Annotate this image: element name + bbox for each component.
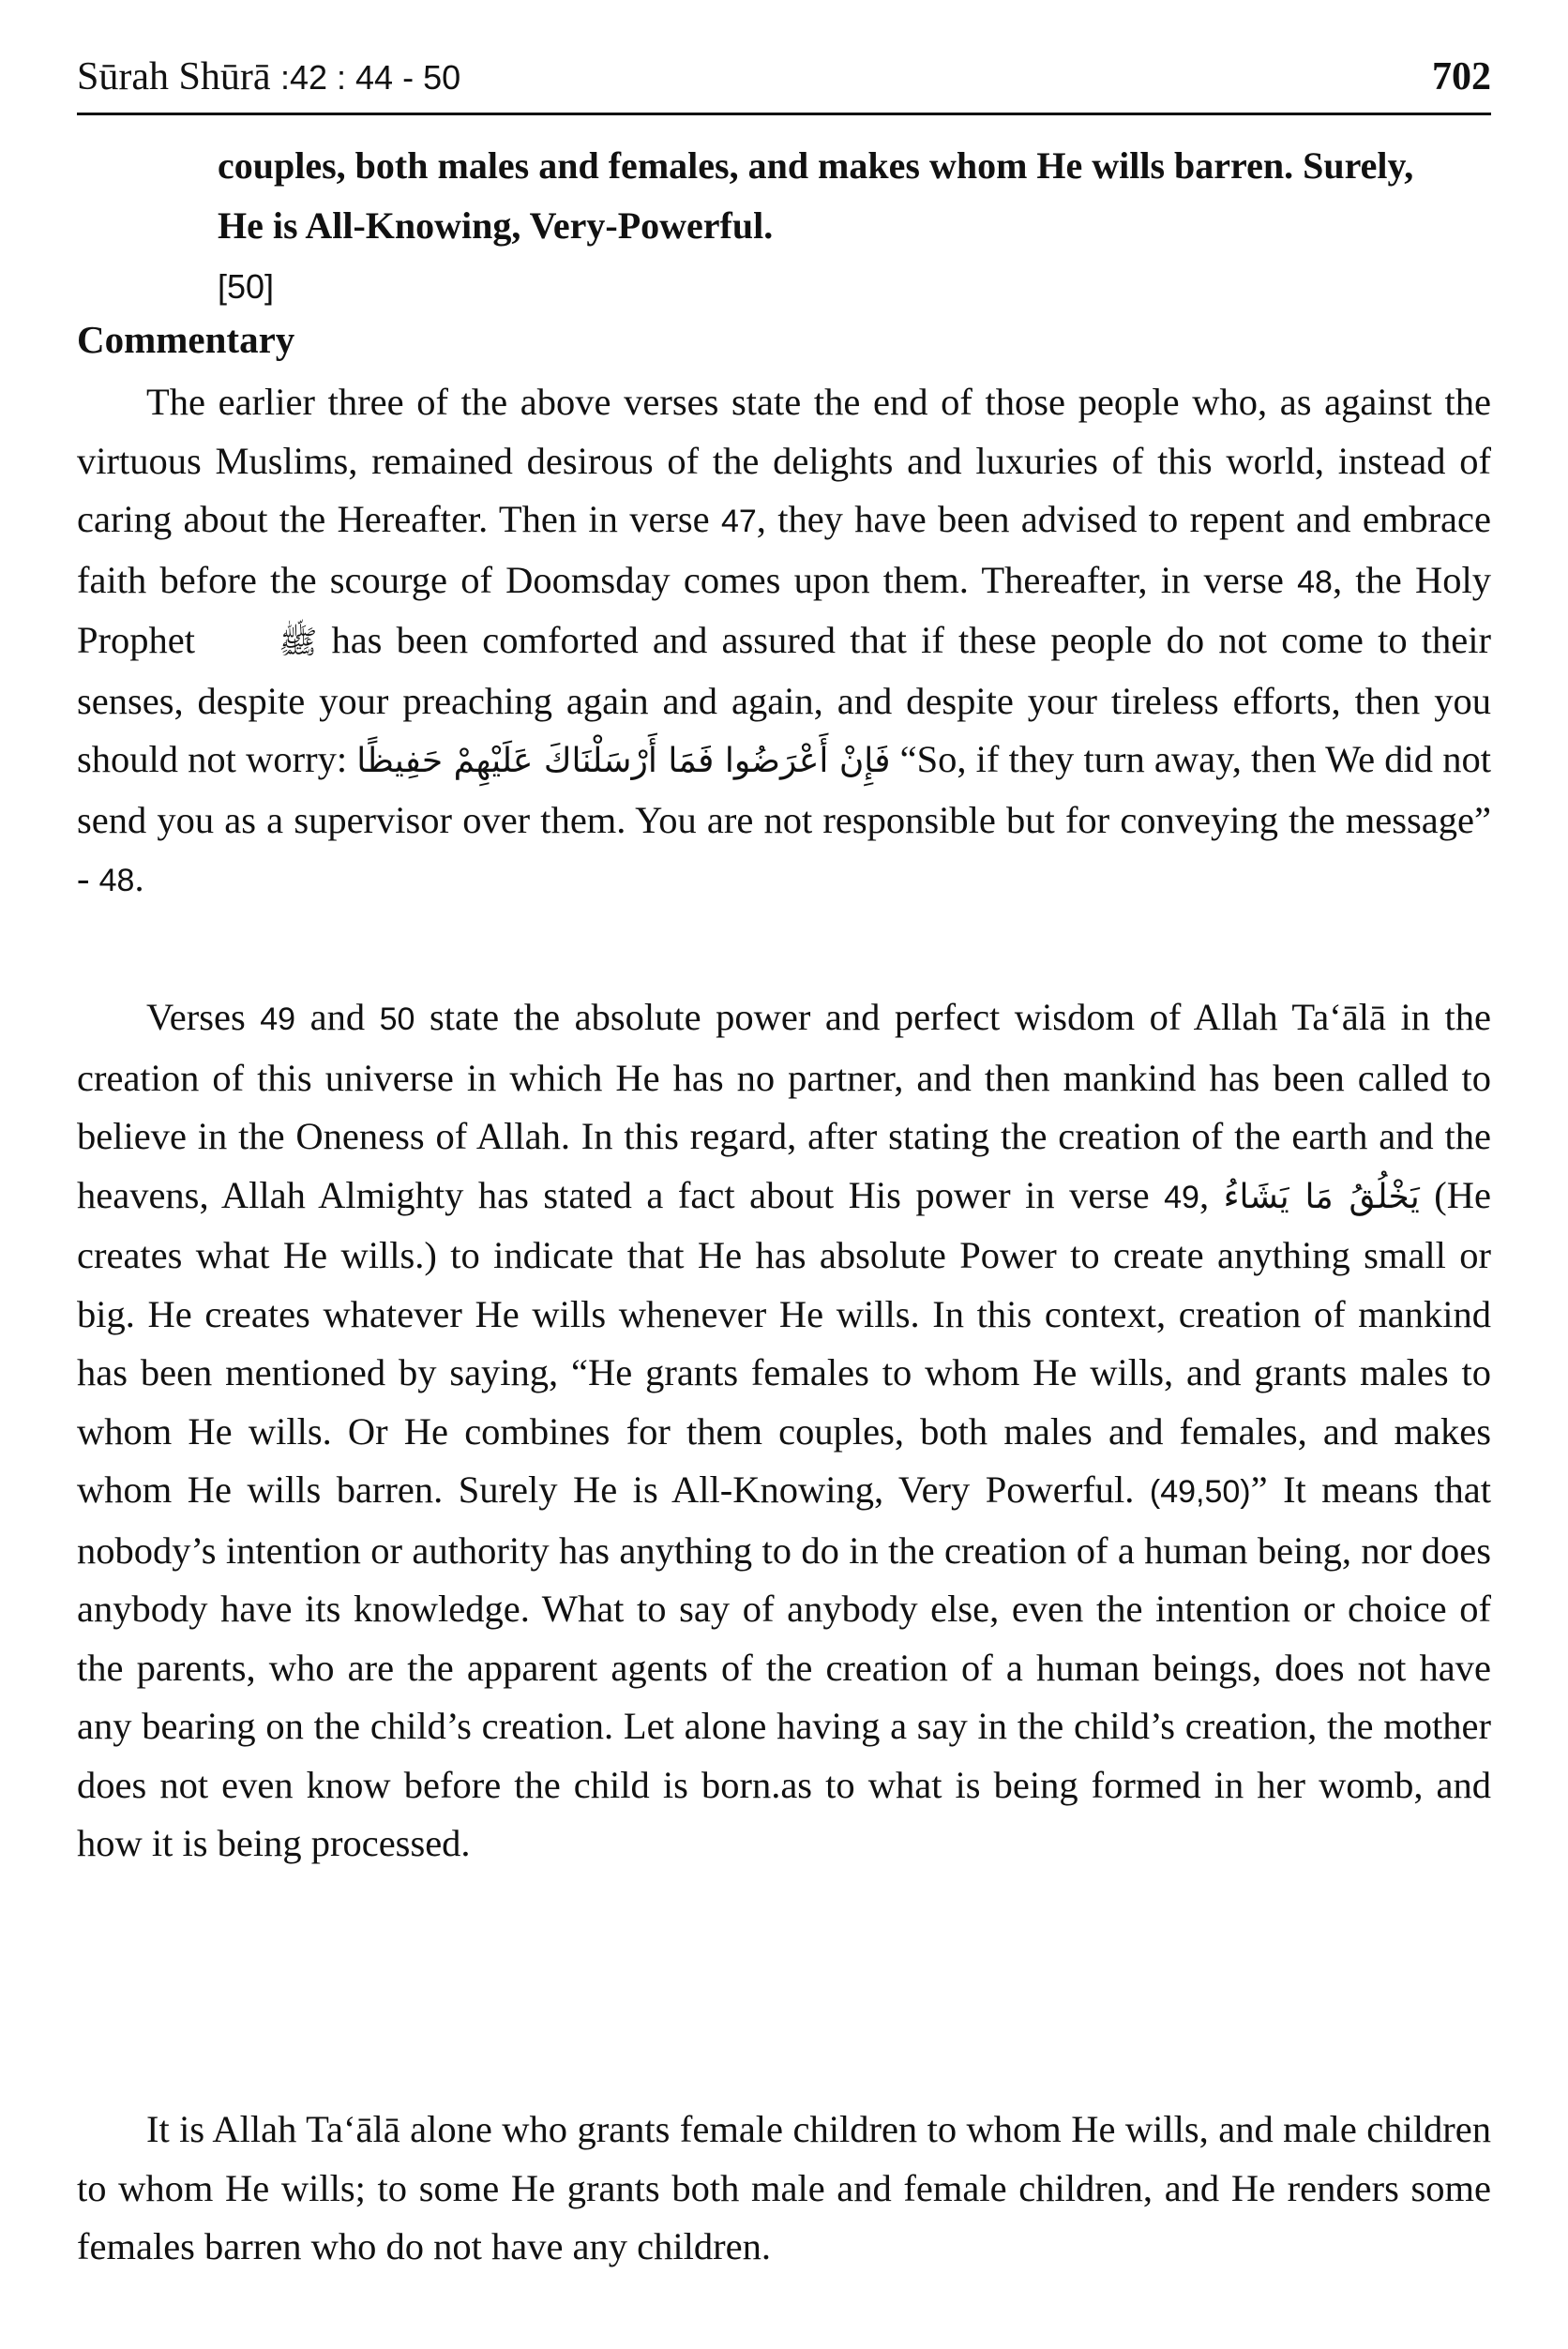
text-run: ” It means that nobody’s intention or authority has anything to do in the creation of a human being, nor does anybody have its knowledge. What to say of anybody else, even the intention or choice of the parents, who are the apparent agents of the creation of a human beings, does not have any bearing on the child’s creation. Let alone having a say in the child’s creation, the mother does not even know before the child is born.as to what is being formed in her womb, and how it is being processed. [77,1468,1491,1864]
surah-name: Sūrah Shūrā [77,55,271,98]
verse-ref: 49 [260,1001,296,1037]
verse-text: couples, both males and females, and makes whom He wills barren. Surely, He is All-Knowing, Very-Powerful. [218,144,1414,247]
verse-ref: 47 [720,504,757,539]
arabic-quote: فَإِنْ أَعْرَضُوا فَمَا أَرْسَلْنَاكَ عَلَيْهِمْ حَفِيظًا [356,742,891,780]
verse-ref: 48 [1297,564,1333,600]
verse-translation [218,136,1427,317]
commentary-paragraph-1 [77,373,1491,911]
section-heading: Commentary [77,318,295,361]
verse-range: :42 : 44 - 50 [279,58,461,97]
text-run: Verses [146,996,261,1038]
page-number: 702 [1432,55,1491,98]
text-run: . [134,857,144,899]
commentary-paragraph-2 [77,988,1491,1874]
text-run: state the absolute power and perfect wisdom of Allah Ta‘ālā in the creation of this universe in which He has no partner, and then mankind has been called to believe in the Oneness of Allah. In this regard, after stating the creation of the earth and the heavens, Allah Almighty has stated a fact about His power in verse [77,996,1491,1216]
text-run: , they have been advised to repent and embrace faith before the scourge of Doomsday comes upon them. Thereafter, in verse [77,498,1491,601]
text-run: The earlier three of the above verses state the end of those people who, as against the virtuous Muslims, remained desirous of the delights and luxuries of this world, instead of caring about the Hereafter. Then in verse [77,381,1491,540]
running-header [77,45,1491,109]
commentary-paragraph-3: It is Allah Ta‘ālā alone who grants female children to whom He wills, and male children to whom He wills; to some He grants both male and female children, and He renders some females barren who do not have any children. [77,2108,1491,2267]
text-run: , the Holy Prophet [77,558,1491,661]
text-run: (He creates what He wills.) to indicate that He has absolute Power to create anything small or big. He creates whatever He wills whenever He wills. In this context, creation of mankind has been mentioned by saying, “He grants females to whom He wills, and grants males to whom He wills. Or He combines for them couples, both males and females, and makes whom He wills barren. Surely He is All-Knowing, Very Powerful. [77,1173,1491,1511]
text-run: , [1199,1173,1224,1216]
verse-ref: 48 [98,863,135,898]
text-run: and [295,996,380,1038]
verse-number: [50] [218,267,275,306]
verse-ref: 50 [379,1001,415,1037]
verse-ref: (49,50) [1149,1474,1251,1510]
header-rule [77,113,1491,115]
salutation-icon: ﷺ [279,624,318,661]
verse-ref: 49 [1164,1179,1199,1215]
surah-title [77,45,460,110]
arabic-quote: يَخْلُقُ مَا يَشَاءُ [1223,1177,1420,1216]
text-run: has been comforted and assured that if these people do not come to their senses, despite your preaching again and again, and despite your tireless efforts, then you should not worry: [77,619,1491,780]
text-run: “So, if they turn away, then We did not send you as a supervisor over them. You are not responsible but for conveying the message” - [77,738,1491,899]
